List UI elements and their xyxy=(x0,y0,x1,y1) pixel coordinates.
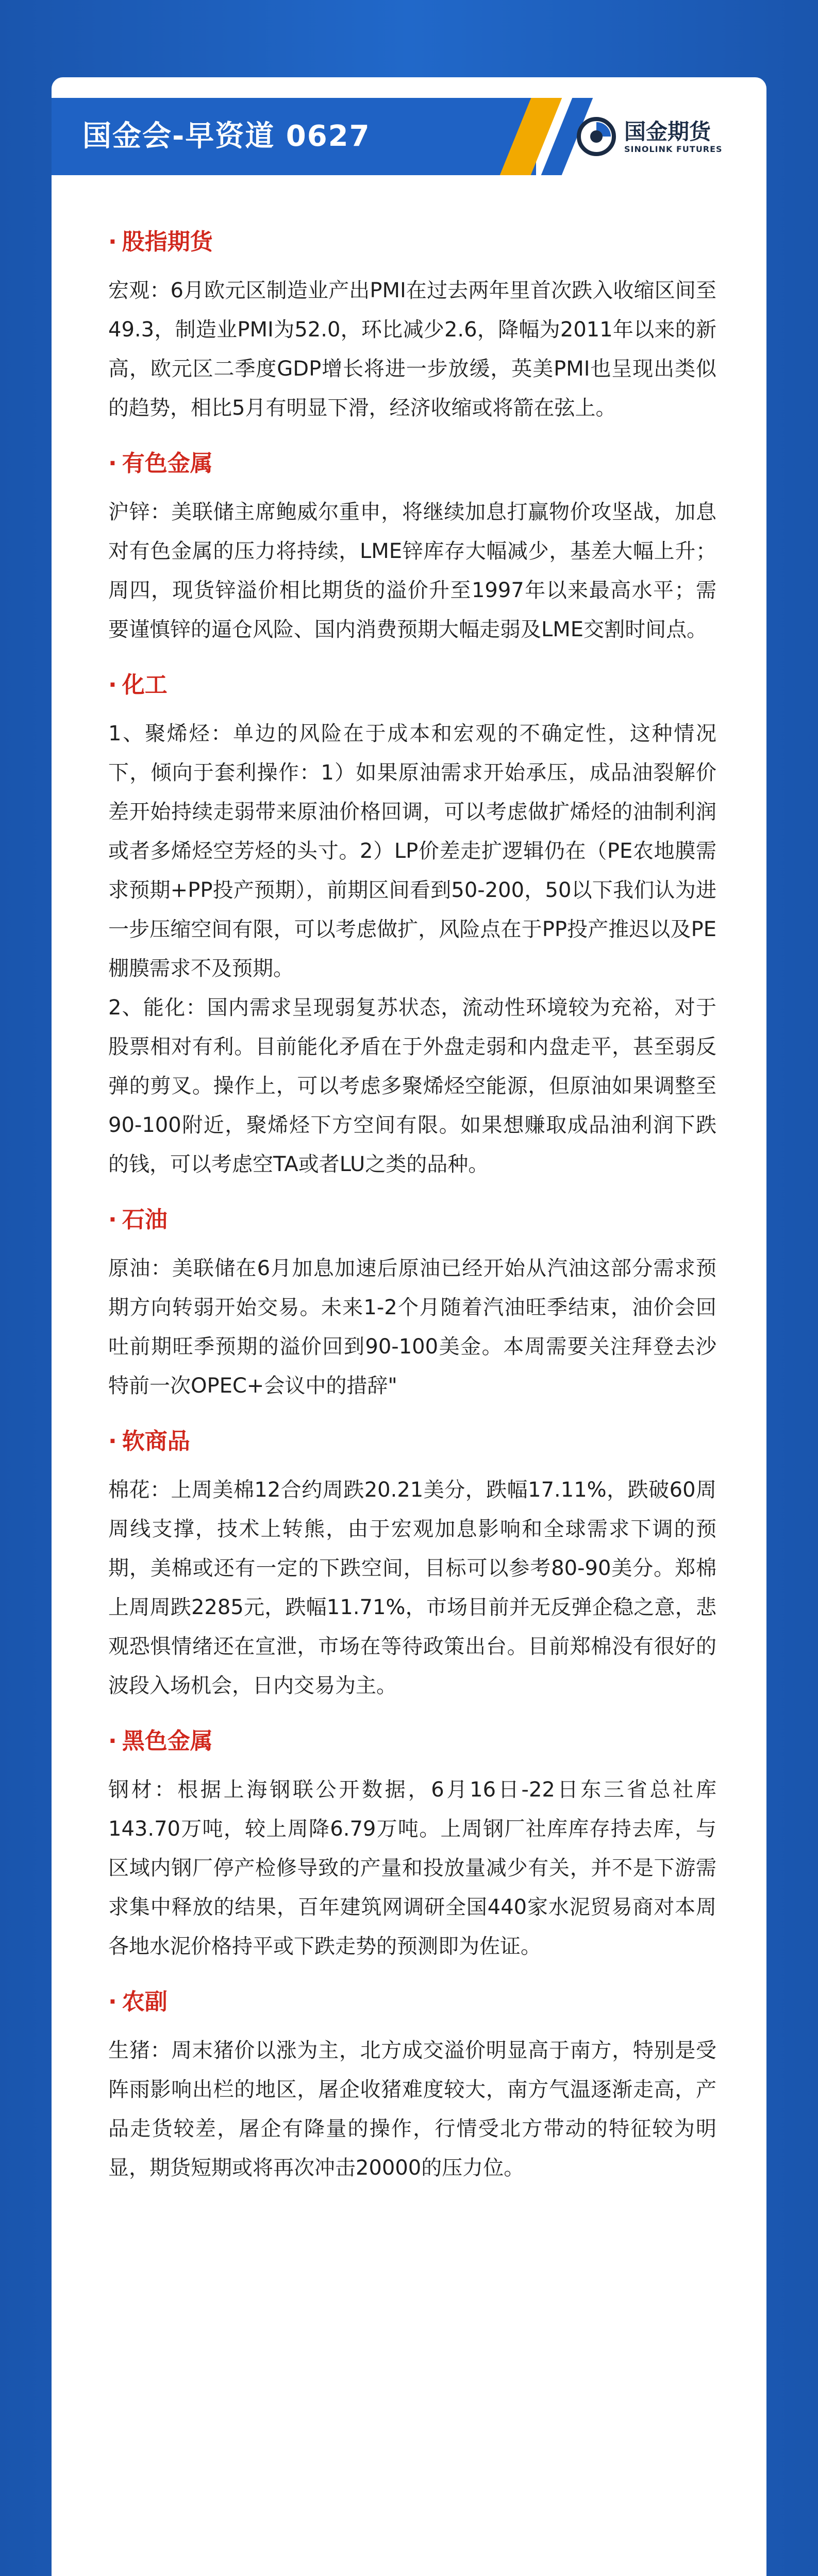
section-heading: · 化工 xyxy=(108,672,168,698)
section-oil xyxy=(108,1205,716,1405)
header-banner xyxy=(52,98,766,175)
brand-logo xyxy=(576,113,746,160)
section-paragraph: 1、聚烯烃：单边的风险在于成本和宏观的不确定性，这种情况下，倾向于套利操作：1）如果原油需求开始承压，成品油裂解价差开始持续走弱带来原油价格回调，可以考虑做扩烯烃的油制利润或者多烯烃空芳烃的头寸。2）LP价差走扩逻辑仍在（PE农地膜需求预期+PP投产预期），前期区间看到50-200，50以下我们认为进一步压缩空间有限，可以考虑做扩，风险点在于PP投产推迟以及PE棚膜需求不及预期。 xyxy=(108,722,716,980)
section-heading: · 农副 xyxy=(108,1989,168,2015)
brand-logo-icon xyxy=(576,116,617,157)
section-heading: · 股指期货 xyxy=(108,229,213,255)
section-index-futures xyxy=(108,227,716,428)
page-title: 国金会-早资道 0627 xyxy=(82,120,371,153)
section-chemicals xyxy=(108,670,716,1184)
section-nonferrous xyxy=(108,448,716,649)
article-body xyxy=(108,227,716,2208)
section-paragraph: 棉花：上周美棉12合约周跌20.21美分，跌幅17.11%，跌破60周周线支撑，技术上转熊，由于宏观加息影响和全球需求下调的预期，美棉或还有一定的下跌空间，目标可以参考80-90美分。郑棉上周周跌2285元，跌幅11.71%，市场目前并无反弹企稳之意，悲观恐惧情绪还在宣泄，市场在等待政策出台。目前郑棉没有很好的波段入场机会，日内交易为主。 xyxy=(108,1478,716,1698)
section-heading: · 有色金属 xyxy=(108,450,213,477)
article-card xyxy=(52,77,766,2576)
section-heading: · 石油 xyxy=(108,1207,168,1233)
section-paragraph: 2、能化：国内需求呈现弱复苏状态，流动性环境较为充裕，对于股票相对有利。目前能化矛盾在于外盘走弱和内盘走平，甚至弱反弹的剪叉。操作上，可以考虑多聚烯烃空能源，但原油如果调整至90-100附近，聚烯烃下方空间有限。如果想赚取成品油利润下跌的钱，可以考虑空TA或者LU之类的品种。 xyxy=(108,996,716,1176)
section-heading: · 软商品 xyxy=(108,1428,190,1454)
section-agriculture xyxy=(108,1987,716,2188)
section-soft-commodities xyxy=(108,1426,716,1705)
section-heading: · 黑色金属 xyxy=(108,1728,213,1754)
section-paragraph: 钢材：根据上海钢联公开数据，6月16日-22日东三省总社库143.70万吨，较上周降6.79万吨。上周钢厂社库库存持去库，与区域内钢厂停产检修导致的产量和投放量减少有关，并不是下游需求集中释放的结果，百年建筑网调研全国440家水泥贸易商对本周各地水泥价格持平或下跌走势的预测即为佐证。 xyxy=(108,1778,716,1958)
section-paragraph: 原油：美联储在6月加息加速后原油已经开始从汽油这部分需求预期方向转弱开始交易。未来1-2个月随着汽油旺季结束，油价会回吐前期旺季预期的溢价回到90-100美金。本周需要关注拜登去沙特前一次OPEC+会议中的措辞" xyxy=(108,1257,716,1398)
section-paragraph: 沪锌：美联储主席鲍威尔重申，将继续加息打赢物价攻坚战，加息对有色金属的压力将持续，LME锌库存大幅减少，基差大幅上升；周四，现货锌溢价相比期货的溢价升至1997年以来最高水平；需要谨慎锌的逼仓风险、国内消费预期大幅走弱及LME交割时间点。 xyxy=(108,500,716,641)
brand-name: 国金期货 xyxy=(624,118,711,144)
brand-name-en: SINOLINK FUTURES xyxy=(624,144,723,154)
section-paragraph: 生猪：周末猪价以涨为主，北方成交溢价明显高于南方，特别是受阵雨影响出栏的地区，屠企收猪难度较大，南方气温逐渐走高，产品走货较差，屠企有降量的操作，行情受北方带动的特征较为明显，期货短期或将再次冲击20000的压力位。 xyxy=(108,2039,716,2180)
section-paragraph: 宏观：6月欧元区制造业产出PMI在过去两年里首次跌入收缩区间至49.3，制造业PMI为52.0，环比减少2.6，降幅为2011年以来的新高，欧元区二季度GDP增长将进一步放缓，英美PMI也呈现出类似的趋势，相比5月有明显下滑，经济收缩或将箭在弦上。 xyxy=(108,279,716,420)
section-ferrous xyxy=(108,1726,716,1966)
